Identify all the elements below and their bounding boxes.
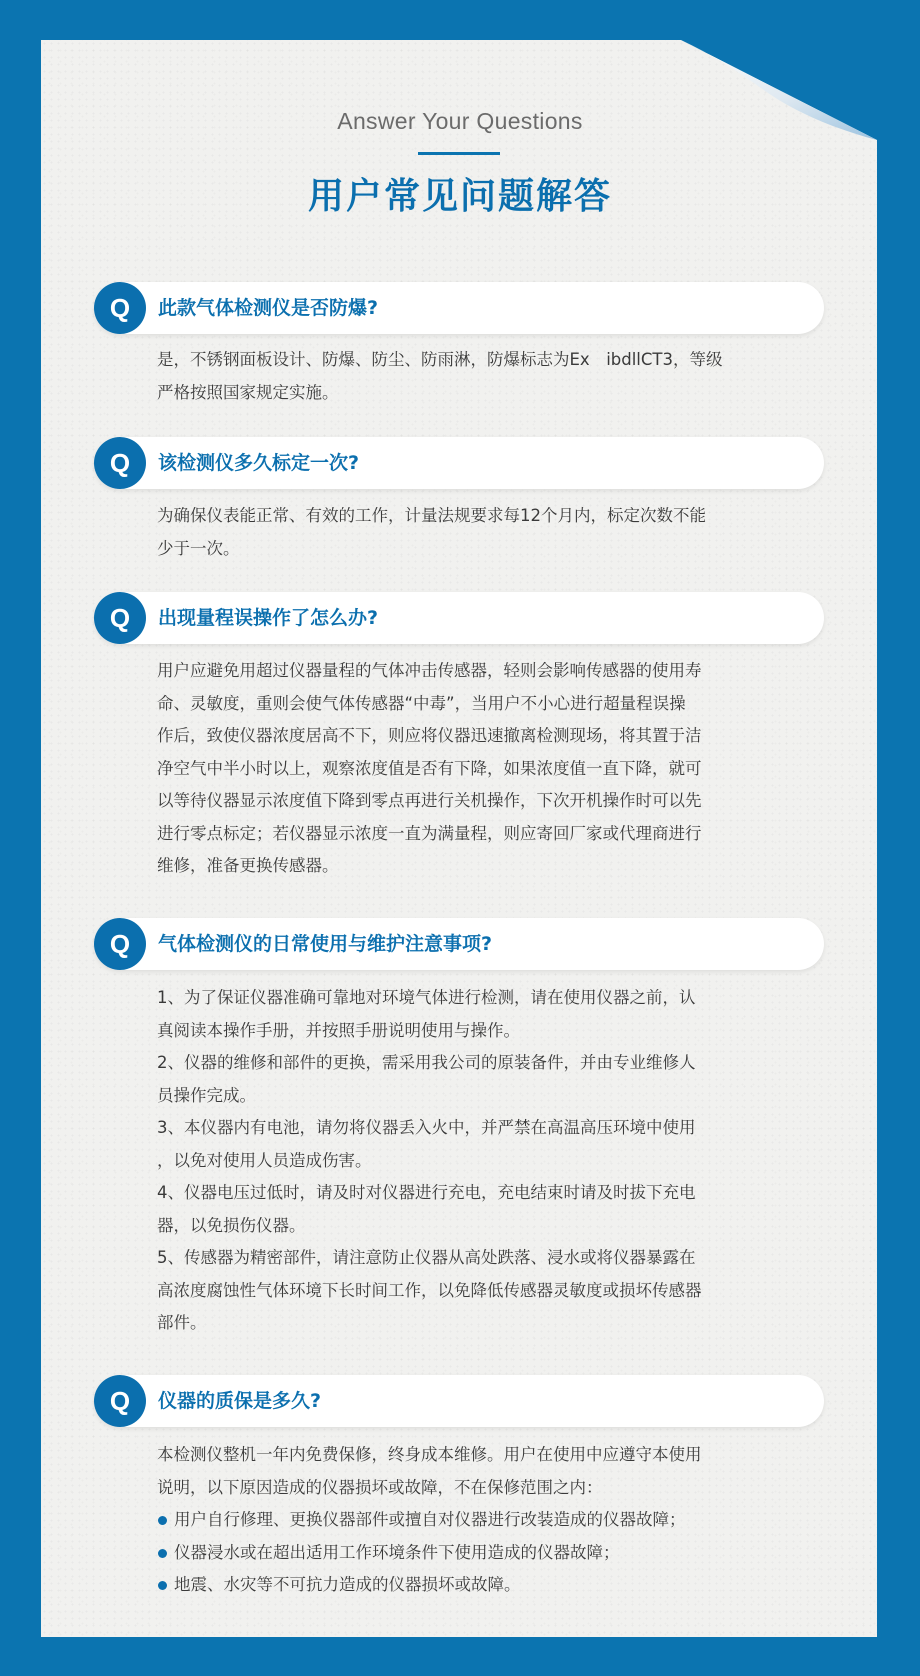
warranty-exclusion-item bbox=[157, 1569, 777, 1602]
answer-line: 进行零点标定；若仪器显示浓度一直为满量程，则应寄回厂家或代理商进行 bbox=[157, 823, 702, 843]
answer-line: 真阅读本操作手册，并按照手册说明使用与操作。 bbox=[157, 1020, 520, 1040]
faq-question-5 bbox=[94, 1375, 824, 1427]
bullet-text: 用户自行修理、更换仪器部件或擅自对仪器进行改装造成的仪器故障； bbox=[174, 1510, 686, 1529]
faq-answer-3 bbox=[157, 655, 777, 883]
faq-question-3 bbox=[94, 592, 824, 644]
faq-answer-2 bbox=[157, 500, 777, 565]
faq-answer-1 bbox=[157, 344, 777, 409]
answer-line: 说明，以下原因造成的仪器损坏或故障，不在保修范围之内： bbox=[157, 1477, 603, 1497]
q-badge-icon: Q bbox=[94, 592, 146, 644]
answer-line: 员操作完成。 bbox=[157, 1085, 256, 1105]
answer-line: 1、为了保证仪器准确可靠地对环境气体进行检测，请在使用仪器之前，认 bbox=[157, 988, 696, 1007]
answer-line: 部件。 bbox=[157, 1313, 207, 1332]
answer-line: 严格按照国家规定实施。 bbox=[157, 382, 339, 402]
answer-line: 器，以免损伤仪器。 bbox=[157, 1215, 306, 1235]
answer-line: 作后，致使仪器浓度居高不下，则应将仪器迅速撤离检测现场，将其置于洁 bbox=[157, 726, 702, 745]
answer-line: 5、传感器为精密部件，请注意防止仪器从高处跌落、浸水或将仪器暴露在 bbox=[157, 1248, 696, 1267]
question-text: 气体检测仪的日常使用与维护注意事项? bbox=[158, 933, 493, 955]
answer-line: 4、仪器电压过低时，请及时对仪器进行充电，充电结束时请及时拔下充电 bbox=[157, 1183, 696, 1202]
faq-question-2 bbox=[94, 437, 824, 489]
question-text: 该检测仪多久标定一次? bbox=[158, 452, 360, 474]
page-title: 用户常见问题解答 bbox=[307, 176, 612, 217]
header-subtitle: Answer Your Questions bbox=[337, 108, 583, 134]
answer-line: 用户应避免用超过仪器量程的气体冲击传感器，轻则会影响传感器的使用寿 bbox=[157, 661, 702, 680]
answer-line: 本检测仪整机一年内免费保修，终身成本维修。用户在使用中应遵守本使用 bbox=[157, 1445, 702, 1464]
bullet-dot-icon bbox=[158, 1549, 167, 1558]
bullet-text: 地震、水灾等不可抗力造成的仪器损坏或故障。 bbox=[174, 1575, 521, 1594]
answer-line: ，以免对使用人员造成伤害。 bbox=[157, 1150, 372, 1170]
q-badge-icon: Q bbox=[94, 918, 146, 970]
answer-line: 是，不锈钢面板设计、防爆、防尘、防雨淋，防爆标志为Ex ibdllCT3，等级 bbox=[157, 350, 723, 369]
answer-line: 维修，准备更换传感器。 bbox=[157, 856, 339, 875]
faq-question-1 bbox=[94, 282, 824, 334]
warranty-exclusion-item bbox=[157, 1537, 777, 1570]
bullet-dot-icon bbox=[158, 1516, 167, 1525]
answer-line: 以等待仪器显示浓度值下降到零点再进行关机操作，下次开机操作时可以先 bbox=[157, 791, 702, 810]
answer-line: 少于一次。 bbox=[157, 538, 240, 558]
answer-line: 2、仪器的维修和部件的更换，需采用我公司的原装备件，并由专业维修人 bbox=[157, 1053, 696, 1072]
header-divider bbox=[418, 152, 500, 155]
q-badge-icon: Q bbox=[94, 437, 146, 489]
bullet-dot-icon bbox=[158, 1581, 167, 1590]
bullet-text: 仪器浸水或在超出适用工作环境条件下使用造成的仪器故障； bbox=[174, 1542, 620, 1562]
answer-line: 为确保仪表能正常、有效的工作，计量法规要求每12个月内，标定次数不能 bbox=[157, 506, 706, 525]
answer-line: 高浓度腐蚀性气体环境下长时间工作，以免降低传感器灵敏度或损坏传感器 bbox=[157, 1280, 702, 1300]
question-text: 此款气体检测仪是否防爆? bbox=[158, 297, 379, 319]
q-badge-icon: Q bbox=[94, 1375, 146, 1427]
answer-line: 3、本仪器内有电池，请勿将仪器丢入火中，并严禁在高温高压环境中使用 bbox=[157, 1118, 696, 1137]
answer-line: 命、灵敏度，重则会使气体传感器“中毒”，当用户不小心进行超量程误操 bbox=[157, 693, 686, 713]
warranty-exclusion-item bbox=[157, 1504, 777, 1537]
question-text: 出现量程误操作了怎么办? bbox=[158, 607, 379, 629]
q-badge-icon: Q bbox=[94, 282, 146, 334]
question-text: 仪器的质保是多久? bbox=[158, 1390, 322, 1412]
faq-answer-5 bbox=[157, 1439, 777, 1602]
faq-question-4 bbox=[94, 918, 824, 970]
faq-answer-4 bbox=[157, 982, 777, 1340]
answer-line: 净空气中半小时以上，观察浓度值是否有下降，如果浓度值一直下降，就可 bbox=[157, 758, 702, 778]
